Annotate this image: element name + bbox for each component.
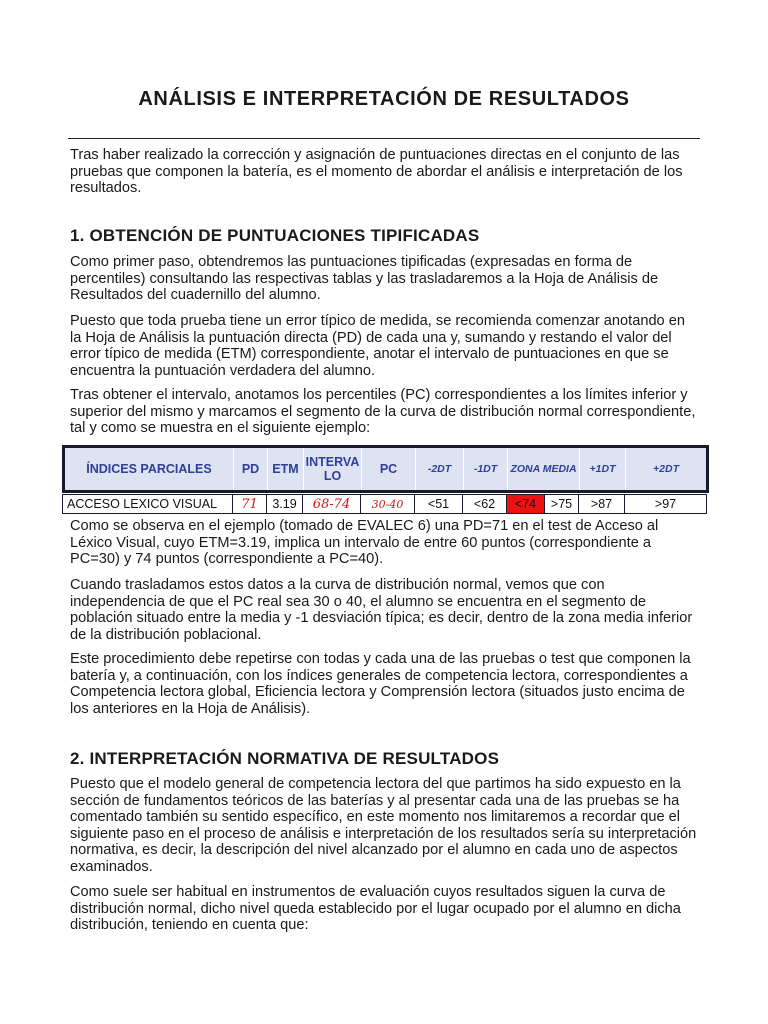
cell-pd: 71: [233, 495, 267, 514]
section-1-paragraph-1: Como primer paso, obtendremos las puntuaciones tipificadas (expresadas en forma de percentiles) consultando las respectivas tablas y las trasladaremos a la Hoja de Análisis de Resultados del cuadernillo del alumno.: [70, 254, 659, 304]
cell-pc: 30-40: [361, 495, 415, 514]
cell-index-name: ACCESO LEXICO VISUAL: [63, 495, 233, 514]
title-divider: [68, 138, 700, 139]
section-1-paragraph-2: Puesto que toda prueba tiene un error típico de medida, se recomienda comenzar anotando en la Hoja de Análisis la puntuación directa (PD) de cada una y, sumando y restando el valor del error típico de medida (ETM) correspondiente, anotar el intervalo de puntuaciones en que se encuentra la puntuación verdadera del alumno.: [70, 313, 685, 379]
page-title: ANÁLISIS E INTERPRETACIÓN DE RESULTADOS: [138, 88, 630, 110]
section-1-heading: 1. OBTENCIÓN DE PUNTUACIONES TIPIFICADAS: [70, 226, 480, 245]
cell-minus-1dt: <62: [463, 495, 507, 514]
section-2-paragraph-1: Puesto que el modelo general de competencia lectora del que partimos ha sido expuesto en la sección de fundamentos teóricos de las baterías y al presentar cada una de las pruebas se ha comentado también su sentido específico, en este momento nos limitaremos a recordar que el siguiente paso en el proceso de análisis e interpretación de los resultados sería su interpretación normativa, es decir, la descripción del nivel alcanzado por el alumno en cada uno de aspectos examinados.: [70, 776, 697, 875]
header-pd: PD: [234, 447, 268, 492]
section-1-paragraph-3: Tras obtener el intervalo, anotamos los percentiles (PC) correspondientes a los límites inferior y superior del mismo y marcamos el segmento de la curva de distribución normal correspondiente, tal y como se muestra en el siguiente ejemplo:: [70, 387, 696, 437]
header-plus-1dt: +1DT: [580, 447, 626, 492]
table-row: [63, 495, 707, 514]
header-pc: PC: [362, 447, 416, 492]
intro-paragraph: Tras haber realizado la corrección y asignación de puntuaciones directas en el conjunto de las pruebas que componen la batería, es el momento de abordar el análisis e interpretación de los resultados.: [70, 147, 683, 197]
cell-minus-2dt: <51: [415, 495, 463, 514]
section-1-paragraph-5: Cuando trasladamos estos datos a la curva de distribución normal, vemos que con independencia de que el PC real sea 30 o 40, el alumno se encuentra en el segmento de población situado entre la media y -1 desviación típica; es decir, dentro de la zona media inferior de la distribución poblacional.: [70, 577, 693, 643]
header-etm: ETM: [268, 447, 304, 492]
section-1-paragraph-4: Como se observa en el ejemplo (tomado de EVALEC 6) una PD=71 en el test de Acceso al Léxico Visual, cuyo ETM=3.19, implica un intervalo de entre 60 puntos (correspondiente a PC=30) y 74 puntos (correspondiente a PC=40).: [70, 518, 659, 568]
results-table: [62, 445, 706, 513]
header-minus-1dt: -1DT: [464, 447, 508, 492]
section-2-heading: 2. INTERPRETACIÓN NORMATIVA DE RESULTADOS: [70, 749, 500, 768]
header-plus-2dt: +2DT: [626, 447, 708, 492]
cell-zona-media-high: >75: [545, 495, 579, 514]
header-minus-2dt: -2DT: [416, 447, 464, 492]
cell-plus-1dt: >87: [579, 495, 625, 514]
section-2-paragraph-2: Como suele ser habitual en instrumentos de evaluación cuyos resultados siguen la curva de distribución normal, dicho nivel queda establecido por el lugar ocupado por el alumno en dicha distribución, teniendo en cuenta que:: [70, 884, 681, 934]
cell-plus-2dt: >97: [625, 495, 707, 514]
cell-intervalo: 68-74: [303, 495, 361, 514]
cell-etm: 3.19: [267, 495, 303, 514]
section-1-paragraph-6: Este procedimiento debe repetirse con todas y cada una de las pruebas o test que componen la batería y, a continuación, con los índices generales de competencia lectora, correspondientes a Competencia lectora global, Eficiencia lectora y Comprensión lectora (situados justo encima de los anteriores en la Hoja de Análisis).: [70, 651, 691, 717]
header-indices-parciales: ÍNDICES PARCIALES: [64, 447, 234, 492]
table-header-row: [64, 447, 708, 492]
header-intervalo: INTERVA LO: [304, 447, 362, 492]
cell-zona-media-low: <74: [507, 495, 545, 514]
header-zona-media: ZONA MEDIA: [508, 447, 580, 492]
